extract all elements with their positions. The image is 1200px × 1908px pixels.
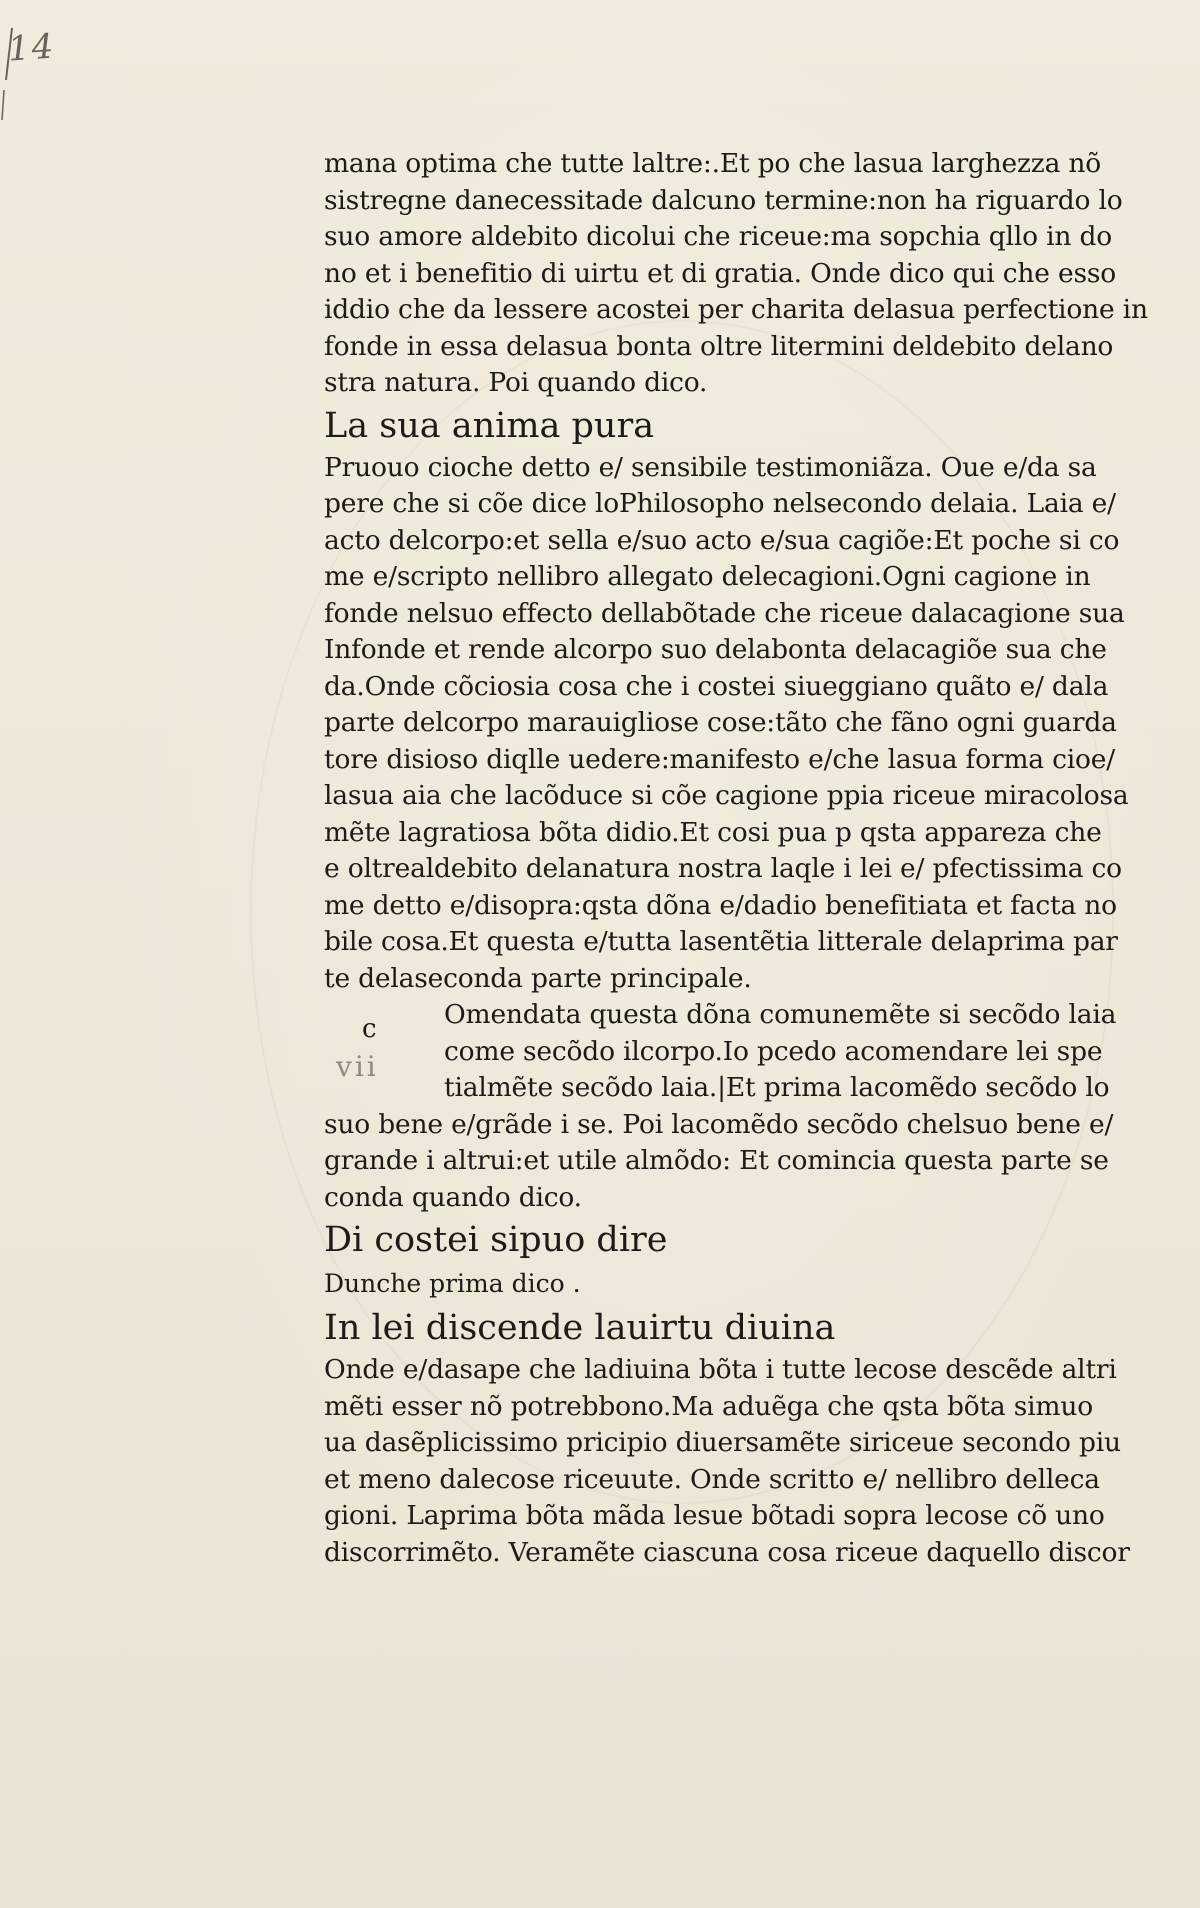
text-line: mẽte lagratiosa bõta didio.Et cosi pua p qsta appareza che xyxy=(324,816,1102,848)
guide-letter: c xyxy=(362,1014,377,1044)
folio-number: 14 xyxy=(6,26,57,70)
text-line: fonde nelsuo effecto dellabõtade che riceue dalacagione sua xyxy=(324,597,1125,629)
text-line: te delaseconda parte principale. xyxy=(324,962,752,994)
text-line: gioni. Laprima bõta mãda lesue bõtadi sopra lecose cõ uno xyxy=(324,1500,1105,1531)
text-line: tore disioso diqlle uedere:manifesto e/che lasua forma cioe/ xyxy=(324,743,1115,775)
text-line: me detto e/disopra:qsta dõna e/dadio benefitiata et facta no xyxy=(324,889,1117,921)
text-line: mana optima che tutte laltre:.Et po che lasua larghezza nõ xyxy=(324,148,1102,179)
text-line: acto delcorpo:et sella e/suo acto e/sua cagiõe:Et poche si co xyxy=(324,524,1120,556)
section-heading-1: La sua anima pura xyxy=(324,405,655,446)
text-line: me e/scripto nellibro allegato delecagioni.Ogni cagione in xyxy=(324,561,1091,592)
text-line: parte delcorpo marauigliose cose:tãto che fãno ogni guarda xyxy=(324,707,1117,738)
text-line: suo amore aldebito dicolui che riceue:ma sopchia qllo in do xyxy=(324,221,1112,252)
text-line: Onde e/dasape che ladiuina bõta i tutte lecose descẽde altri xyxy=(324,1354,1117,1385)
text-line: ua dasẽplicissimo pricipio diuersamẽte siriceue secondo piu xyxy=(324,1427,1121,1458)
indented-line: Omendata questa dõna comunemẽte si secõdo laia xyxy=(444,999,1117,1030)
text-line: pere che si cõe dice loPhilosopho nelsecondo delaia. Laia e/ xyxy=(324,488,1116,519)
paragraph-3 xyxy=(324,997,1117,1216)
paragraph-2 xyxy=(324,450,1129,998)
section-heading-2: Di costei sipuo dire xyxy=(324,1220,668,1260)
text-line: fonde in essa delasua bonta oltre litermini deldebito delano xyxy=(324,330,1114,362)
paragraph-1 xyxy=(324,146,1148,402)
text-line: discorrimẽto. Veramẽte ciascuna cosa riceue daquello discor xyxy=(324,1536,1130,1568)
text-line: e oltrealdebito delanatura nostra laqle i lei e/ pfectissima co xyxy=(324,853,1122,884)
marginal-numeral: vii xyxy=(336,1050,379,1083)
text-line: Infonde et rende alcorpo suo delabonta delacagiõe sua che xyxy=(324,634,1107,665)
text-line: no et i benefitio di uirtu et di gratia. Onde dico qui che esso xyxy=(324,257,1117,289)
text-line: conda quando dico. xyxy=(324,1181,582,1213)
text-line: mẽti esser nõ potrebbono.Ma aduẽga che qsta bõta simuo xyxy=(324,1390,1093,1422)
section-heading-3: In lei discende lauirtu diuina xyxy=(324,1308,836,1348)
text-line: da.Onde cõciosia cosa che i costei siueggiano quãto e/ dala xyxy=(324,670,1109,702)
text-line: bile cosa.Et questa e/tutta lasentẽtia litterale delaprima par xyxy=(324,926,1118,957)
text-line: sistregne danecessitade dalcuno termine:non ha riguardo lo xyxy=(324,184,1123,216)
text-line: et meno dalecose riceuute. Onde scritto e/ nellibro delleca xyxy=(324,1463,1100,1495)
paragraph-4 xyxy=(324,1352,1130,1571)
text-line: iddio che da lessere acostei per charita delasua perfectione in xyxy=(324,294,1148,325)
text-line: stra natura. Poi quando dico. xyxy=(324,367,708,398)
indented-line: come secõdo ilcorpo.Io pcedo acomendare lei spe xyxy=(444,1035,1103,1067)
text-line: Pruouo cioche detto e/ sensibile testimoniãza. Oue e/da sa xyxy=(324,451,1097,483)
text-line: suo bene e/grãde i se. Poi lacomẽdo secõdo chelsuo bene e/ xyxy=(324,1108,1114,1140)
text-line: grande i altrui:et utile almõdo: Et comincia questa parte se xyxy=(324,1145,1109,1176)
text-block xyxy=(324,146,1148,1571)
indented-line: tialmẽte secõdo laia.|Et prima lacomẽdo secõdo lo xyxy=(444,1072,1110,1103)
text-line: lasua aia che lacõduce si cõe cagione ppia riceue miracolosa xyxy=(324,780,1129,811)
section-subline: Dunche prima dico . xyxy=(324,1269,581,1298)
